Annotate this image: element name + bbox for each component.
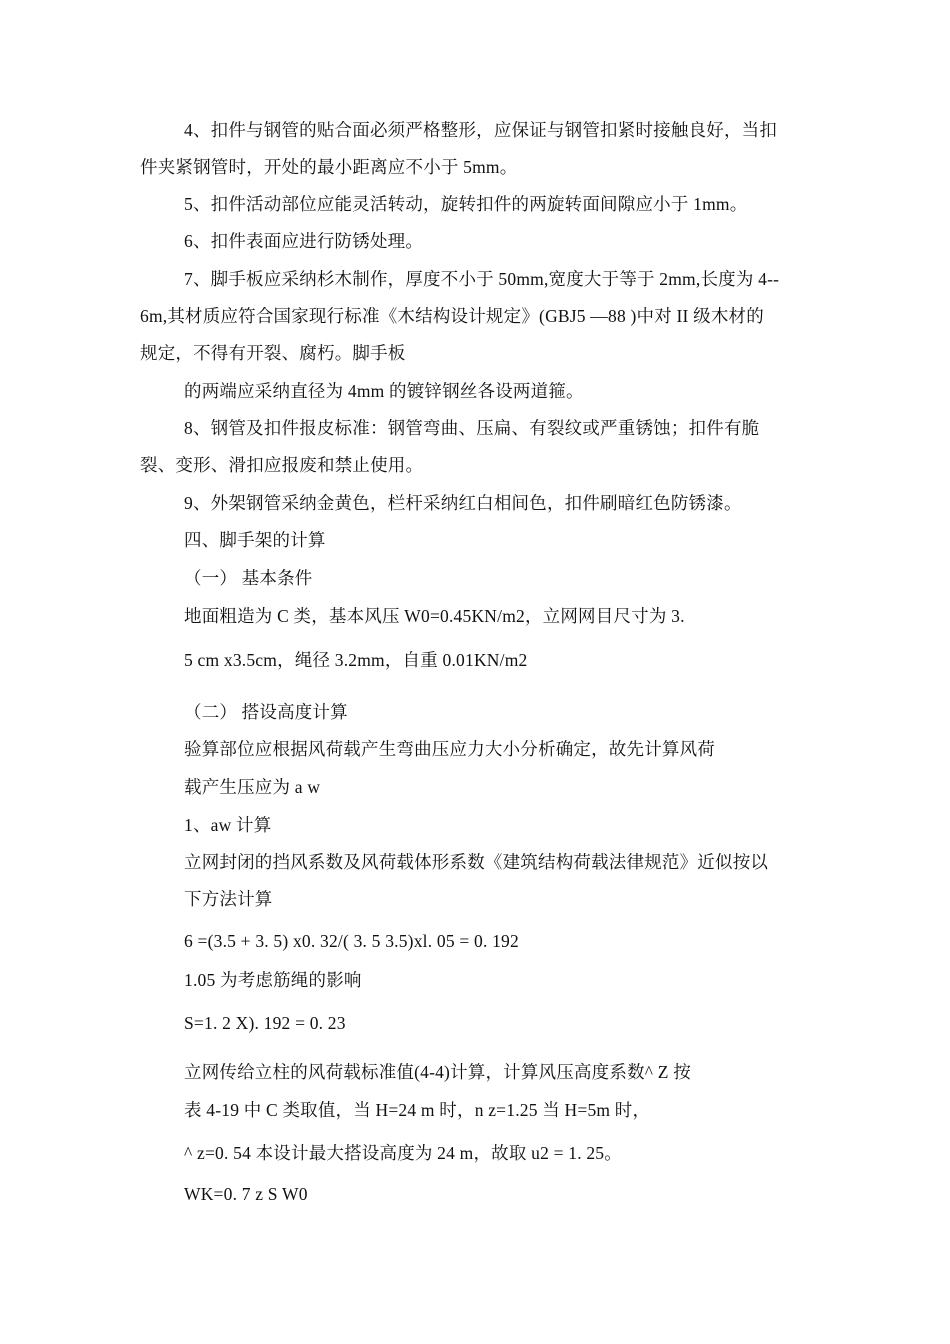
text-line: 7、脚手板应采纳杉木制作，厚度不小于 50mm,宽度大于等于 2mm,长度为 4-- [184,269,780,289]
text-line: 裂、变形、滑扣应报废和禁止使用。 [140,455,424,475]
text-line: ^ z=0. 54 本设计最大搭设高度为 24 m，故取 u2 = 1. 25。 [184,1143,622,1163]
text-line: 立网封闭的挡风系数及风荷载体形系数《建筑结构荷载法律规范》近似按以 [184,852,769,872]
text-line: 立网传给立柱的风荷载标准值(4-4)计算，计算风压高度系数^ Z 按 [184,1062,691,1082]
text-line: 件夹紧钢管时，开处的最小距离应不小于 5mm。 [140,157,518,177]
subsection-heading: （一） 基本条件 [184,568,313,588]
formula-line: WK=0. 7 z S W0 [184,1184,308,1204]
text-line: 5 cm x3.5cm，绳径 3.2mm，自重 0.01KN/m2 [184,650,528,670]
text-line: 的两端应采纳直径为 4mm 的镀锌钢丝各设两道箍。 [184,381,584,401]
section-heading: 四、脚手架的计算 [184,530,326,550]
text-line: 表 4-19 中 C 类取值，当 H=24 m 时，n z=1.25 当 H=5m 时， [184,1100,651,1120]
text-line: 9、外架钢管采纳金黄色，栏杆采纳红白相间色，扣件刷暗红色防锈漆。 [184,493,742,513]
text-line: 5、扣件活动部位应能灵活转动，旋转扣件的两旋转面间隙应小于 1mm。 [184,194,748,214]
text-line: 1.05 为考虑筋绳的影响 [184,970,362,990]
text-line: 验算部位应根据风荷载产生弯曲压应力大小分析确定，故先计算风荷 [184,739,715,759]
formula-line: S=1. 2 X). 192 = 0. 23 [184,1013,346,1033]
text-line: 8、钢管及扣件报皮标准：钢管弯曲、压扁、有裂纹或严重锈蚀；扣件有脆 [184,418,760,438]
text-line: 4、扣件与钢管的贴合面必须严格整形，应保证与钢管扣紧时接触良好，当扣 [184,120,778,140]
formula-line: 6 =(3.5 + 3. 5) x0. 32/( 3. 5 3.5)xl. 05 = 0. 192 [184,931,519,951]
text-line: 规定，不得有开裂、腐朽。脚手板 [140,343,406,363]
text-line: 1、aw 计算 [184,815,272,835]
text-line: 6、扣件表面应进行防锈处理。 [184,231,424,251]
text-line: 载产生压应为 a w [184,777,321,797]
text-line: 下方法计算 [184,889,273,909]
text-line: 6m,其材质应符合国家现行标准《木结构设计规定》(GBJ5 —88 )中对 II 级木材的 [140,306,764,326]
text-line: 地面粗造为 C 类，基本风压 W0=0.45KN/m2，立网网目尺寸为 3. [184,606,685,626]
subsection-heading: （二） 搭设高度计算 [184,702,348,722]
